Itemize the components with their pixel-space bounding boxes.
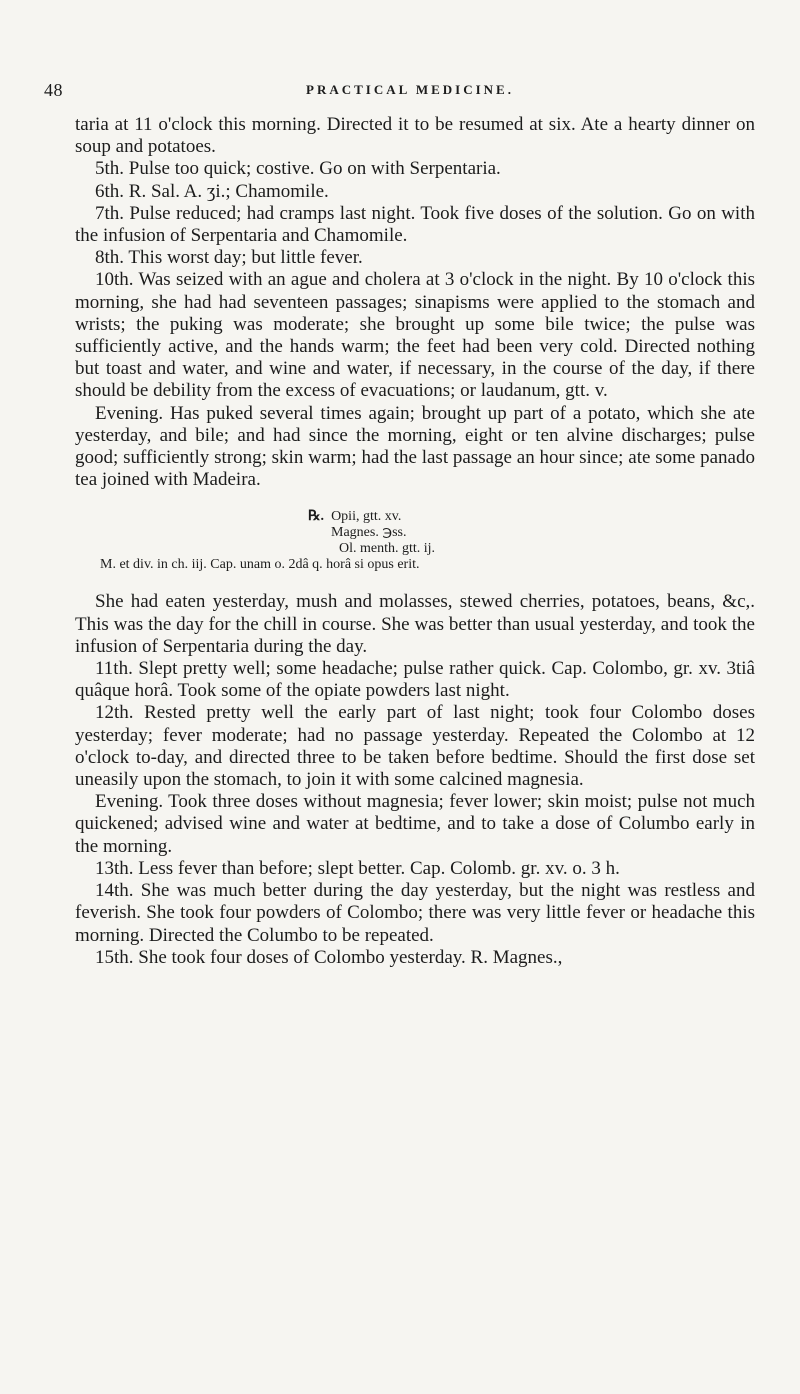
paragraph: 10th. Was seized with an ague and cholera at 3 o'clock in the night. By 10 o'clock this morning, she had had seventeen passages; sinapisms were applied to the stomach and wrists; the puking was moderate; she brought up some bile twice; the pulse was sufficiently active, and the hands warm; the feet had been very cold. Directed nothing but toast and water, and wine and water, if necessary, in the course of the day, if there should be debility from the excess of evacuations; or laudanum, gtt. v.	[75, 269, 755, 402]
paragraphs-before-recipe	[75, 114, 755, 491]
prescription-directions: M. et div. in ch. iij. Cap. unam o. 2dâ q. horâ si opus erit.	[100, 557, 420, 573]
paragraph: She had eaten yesterday, mush and molasses, stewed cherries, potatoes, beans, &c,. This was the day for the chill in course. She was better than usual yesterday, and took the infusion of Serpentaria during the day.	[75, 591, 755, 657]
page-number: 48	[44, 80, 63, 100]
prescription-ingredient-mint-oil: Ol. menth. gtt. ij.	[339, 541, 436, 557]
paragraph: 14th. She was much better during the day yesterday, but the night was restless and feverish. She took four powders of Colombo; there was very little fever or headache this morning. Directed the Columbo to be repeated.	[75, 880, 755, 946]
paragraph: 11th. Slept pretty well; some headache; pulse rather quick. Cap. Colombo, gr. xv. 3tiâ quâque horâ. Took some of the opiate powders last night.	[75, 658, 755, 702]
prescription-ingredient-magnesia: Magnes. ℈ss.	[331, 525, 407, 541]
page-header	[0, 80, 800, 102]
paragraph: taria at 11 o'clock this morning. Directed it to be resumed at six. Ate a hearty dinner on soup and potatoes.	[75, 114, 755, 158]
prescription-line-1	[75, 509, 755, 525]
prescription-ingredient-opium: Opii, gtt. xv.	[331, 509, 402, 525]
paragraphs-after-recipe	[75, 591, 755, 968]
prescription-block	[75, 509, 755, 573]
paragraph: 12th. Rested pretty well the early part of last night; took four Colombo doses yesterday; fever moderate; had no passage yesterday. Repeated the Colombo at 12 o'clock to-day, and directed three to be taken before bedtime. Should the first dose set uneasily upon the stomach, to join it with some calcined magnesia.	[75, 702, 755, 791]
body-text	[75, 114, 755, 969]
rx-symbol: ℞.	[308, 509, 325, 525]
running-title: PRACTICAL MEDICINE.	[306, 82, 514, 97]
paragraph: 6th. R. Sal. A. ʒi.; Chamomile.	[95, 180, 329, 202]
paragraph: 7th. Pulse reduced; had cramps last night. Took five doses of the solution. Go on with the infusion of Serpentaria and Chamomile.	[75, 202, 755, 247]
paragraph: 5th. Pulse too quick; costive. Go on with Serpentaria.	[95, 158, 501, 180]
paragraph: 15th. She took four doses of Colombo yesterday. R. Magnes.,	[95, 946, 563, 968]
paragraph: 8th. This worst day; but little fever.	[95, 247, 363, 269]
paragraph: Evening. Took three doses without magnesia; fever lower; skin moist; pulse not much quickened; advised wine and water at bedtime, and to take a dose of Columbo early in the morning.	[75, 791, 755, 857]
paragraph: Evening. Has puked several times again; brought up part of a potato, which she ate yesterday, and bile; and had since the morning, eight or ten alvine discharges; pulse good; sufficiently strong; skin warm; had the last passage an hour since; ate some panado tea joined with Madeira.	[75, 402, 755, 491]
paragraph: 13th. Less fever than before; slept better. Cap. Colomb. gr. xv. o. 3 h.	[95, 857, 620, 879]
